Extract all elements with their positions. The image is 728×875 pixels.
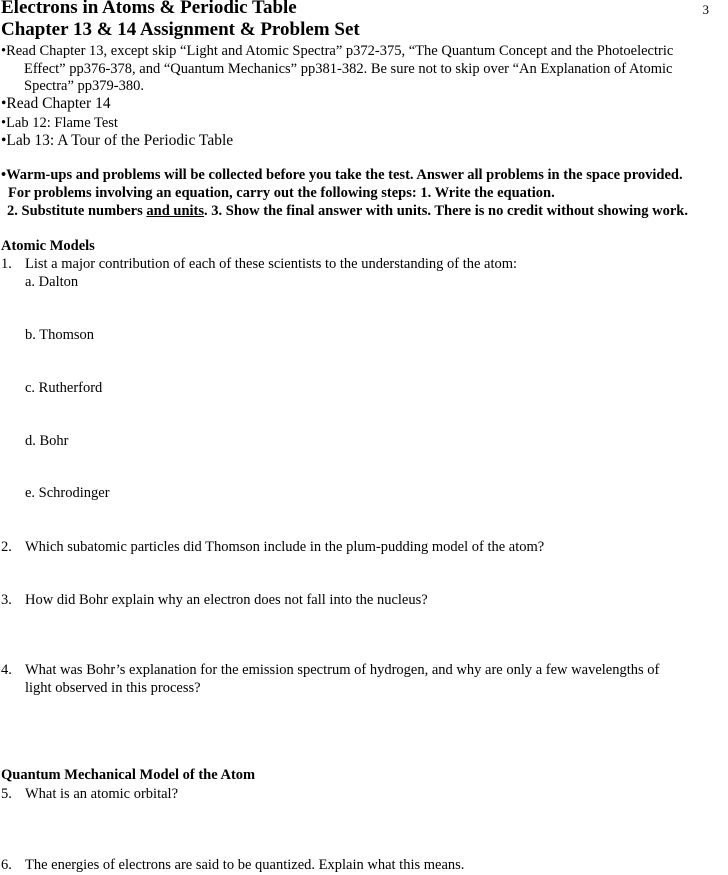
- lab-12: •Lab 12: Flame Test: [1, 115, 118, 131]
- lab-13: •Lab 13: A Tour of the Periodic Table: [1, 132, 234, 149]
- instructions-line-1: •Warm-ups and problems will be collected before you take the test. Answer all problems in the space provided.: [1, 167, 683, 183]
- reading-line-2: Effect” pp376-378, and “Quantum Mechanics” pp381-382. Be sure not to skip over “An Explanation of Atomic: [24, 61, 673, 77]
- reading-line-3: Spectra” pp379-380.: [24, 78, 144, 94]
- sub-item-bohr: d. Bohr: [25, 433, 69, 449]
- question-1: 1. List a major contribution of each of these scientists to the understanding of the atom:: [1, 256, 518, 272]
- page-number: 3: [702, 2, 709, 17]
- question-6: 6. The energies of electrons are said to be quantized. Explain what this means.: [1, 857, 465, 873]
- section-heading-atomic-models: Atomic Models: [1, 238, 95, 254]
- chapter-title: Chapter 13 & 14 Assignment & Problem Set: [1, 19, 360, 40]
- question-2: 2. Which subatomic particles did Thomson include in the plum-pudding model of the atom?: [1, 539, 545, 555]
- reading-line-1: •Read Chapter 13, except skip “Light and Atomic Spectra” p372-375, “The Quantum Concept and the Photoelectric: [1, 43, 674, 59]
- read-chapter-14: •Read Chapter 14: [1, 95, 111, 112]
- instructions-line-3: 2. Substitute numbers and units. 3. Show the final answer with units. There is no credit without showing work.: [7, 203, 688, 219]
- question-5: 5. What is an atomic orbital?: [1, 786, 179, 802]
- question-4: 4. What was Bohr’s explanation for the emission spectrum of hydrogen, and why are only a few wavelengths of: [1, 662, 660, 678]
- instructions-line-2: For problems involving an equation, carry out the following steps: 1. Write the equation.: [8, 185, 555, 201]
- sub-item-thomson: b. Thomson: [25, 327, 95, 343]
- question-3: 3. How did Bohr explain why an electron does not fall into the nucleus?: [1, 592, 428, 608]
- sub-item-rutherford: c. Rutherford: [25, 380, 103, 396]
- question-4-continued: light observed in this process?: [25, 680, 201, 696]
- document-title: Electrons in Atoms & Periodic Table: [1, 0, 297, 18]
- section-heading-quantum-model: Quantum Mechanical Model of the Atom: [1, 767, 256, 783]
- sub-item-schrodinger: e. Schrodinger: [25, 485, 110, 501]
- sub-item-dalton: a. Dalton: [25, 274, 79, 290]
